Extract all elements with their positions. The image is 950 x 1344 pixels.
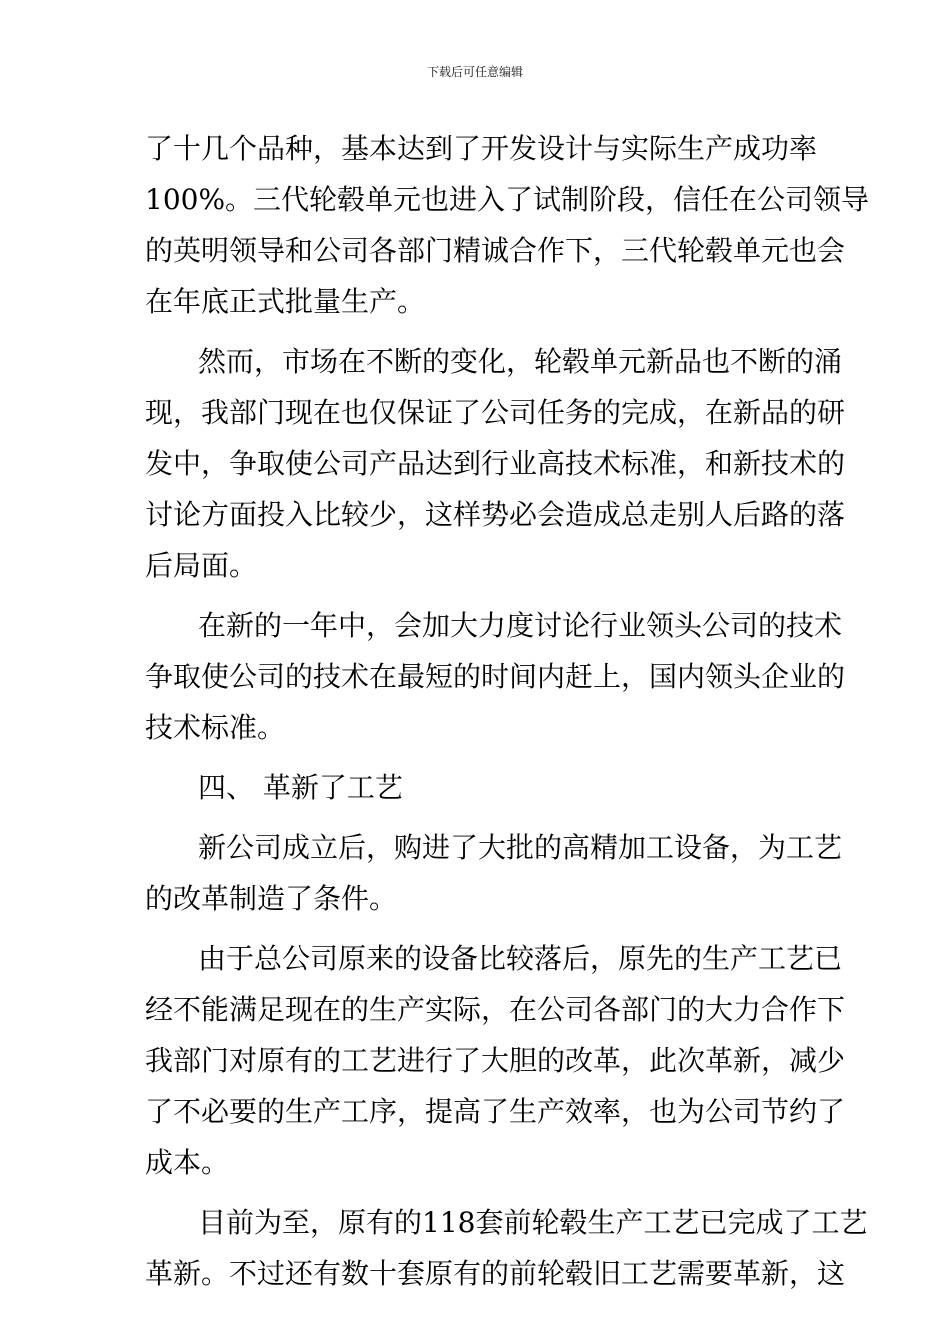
text-line: 100%。三代轮毂单元也进入了试制阶段，信任在公司领导 <box>145 183 870 216</box>
paragraph-start-line: 然而，市场在不断的变化，轮毂单元新品也不断的涌 <box>198 345 843 378</box>
paragraph-start-line: 目前为至，原有的118套前轮毂生产工艺已完成了工艺 <box>198 1206 868 1239</box>
text-line: 技术标准。 <box>145 711 286 744</box>
text-line: 了不必要的生产工序，提高了生产效率，也为公司节约了 <box>145 1095 846 1128</box>
text-line: 成本。 <box>145 1146 230 1179</box>
text-line: 在年底正式批量生产。 <box>145 285 426 318</box>
section-heading: 四、 革新了工艺 <box>198 771 403 804</box>
paragraph-start-line: 由于总公司原来的设备比较落后，原先的生产工艺已 <box>198 942 843 975</box>
text-line: 讨论方面投入比较少，这样势必会造成总走别人后路的落 <box>145 498 846 531</box>
text-line: 现，我部门现在也仅保证了公司任务的完成，在新品的研 <box>145 396 846 429</box>
text-line: 了十几个品种，基本达到了开发设计与实际生产成功率 <box>145 132 818 165</box>
text-line: 后局面。 <box>145 549 258 582</box>
text-line: 经不能满足现在的生产实际，在公司各部门的大力合作下 <box>145 993 846 1026</box>
text-line: 的改革制造了条件。 <box>145 882 398 915</box>
text-line: 争取使公司的技术在最短的时间内赶上，国内领头企业的 <box>145 660 846 693</box>
paragraph-start-line: 在新的一年中，会加大力度讨论行业领头公司的技术 <box>198 609 843 642</box>
text-line: 发中，争取使公司产品达到行业高技术标准，和新技术的 <box>145 447 846 480</box>
paragraph-start-line: 新公司成立后，购进了大批的高精加工设备，为工艺 <box>198 831 843 864</box>
text-line: 我部门对原有的工艺进行了大胆的改革，此次革新，减少 <box>145 1044 846 1077</box>
header-note: 下载后可任意编辑 <box>426 65 523 79</box>
text-line: 的英明领导和公司各部门精诚合作下，三代轮毂单元也会 <box>145 234 846 267</box>
text-line: 革新。不过还有数十套原有的前轮毂旧工艺需要革新，这 <box>145 1257 846 1290</box>
document-body <box>145 123 870 1299</box>
